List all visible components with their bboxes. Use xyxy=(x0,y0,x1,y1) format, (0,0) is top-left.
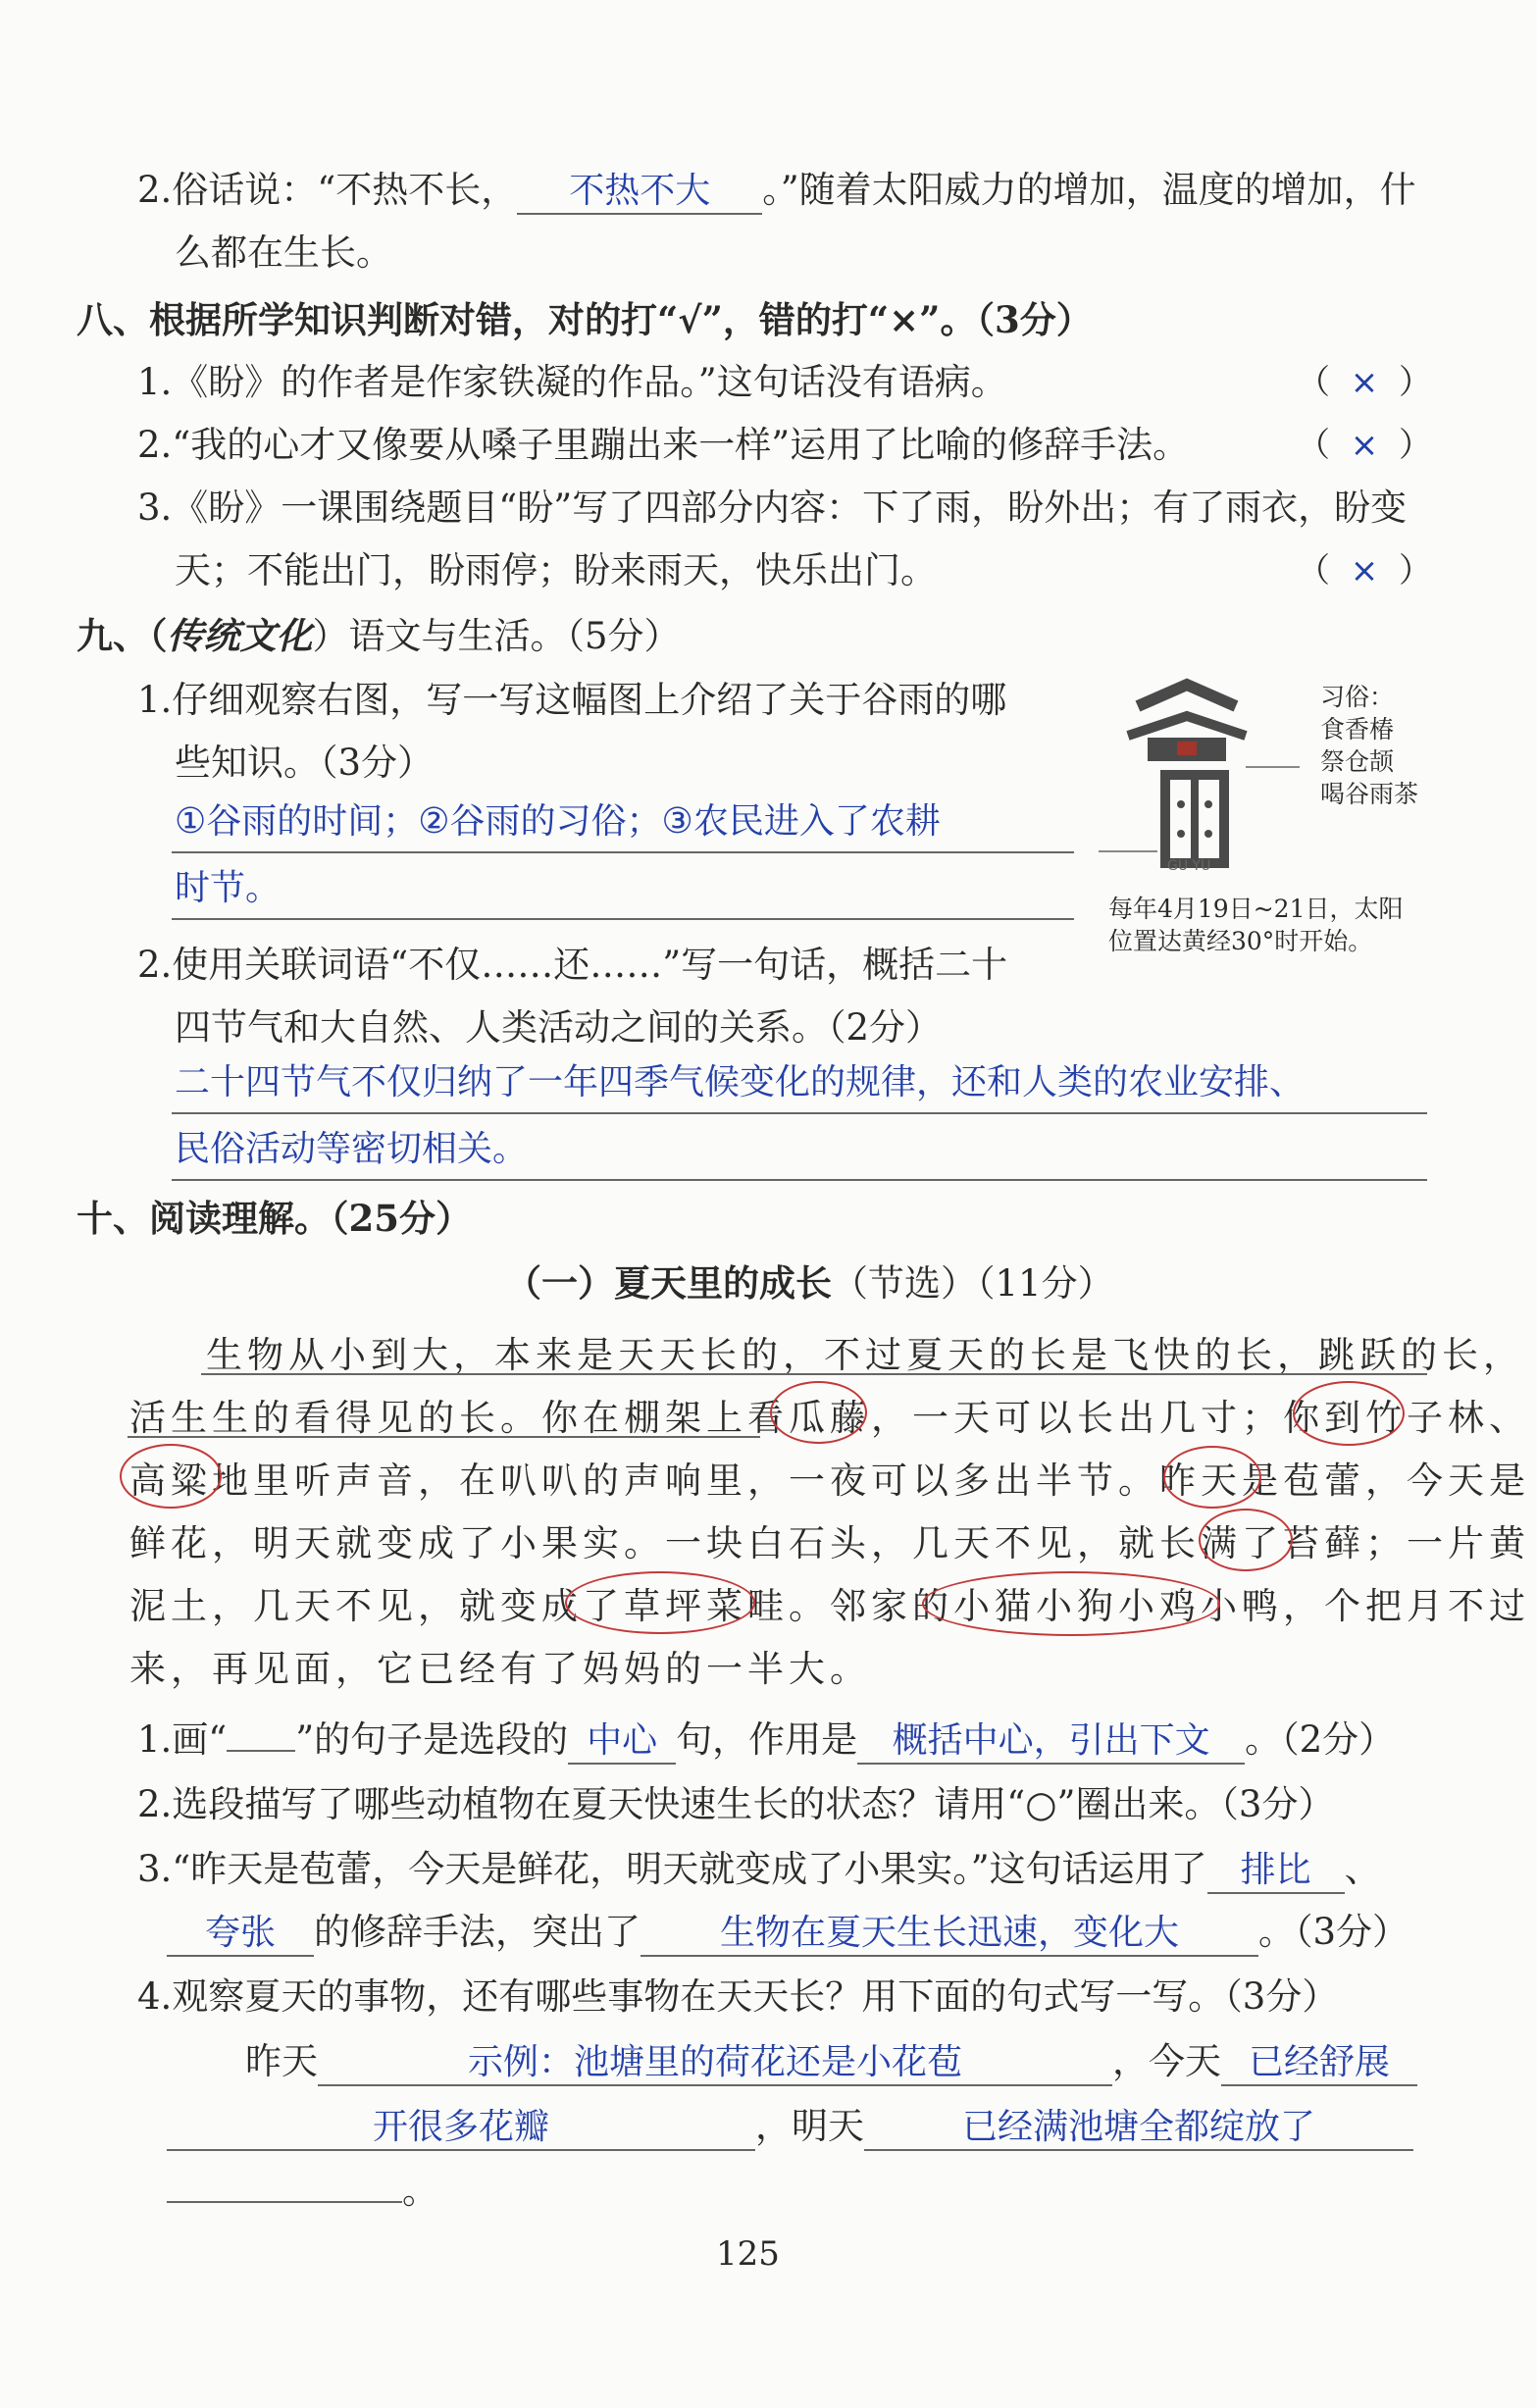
s9-q1-answer-1: ①谷雨的时间；②谷雨的习俗；③农民进入了农耕 xyxy=(175,801,941,842)
s10-q1-blank-1 xyxy=(568,1718,676,1765)
s10-q1-b: ”的句子是选段的 xyxy=(295,1718,569,1761)
underline-sample xyxy=(227,1750,295,1752)
q7-2-prefix: 2.俗话说：“不热不长， xyxy=(137,169,518,211)
paren-open: （ xyxy=(1297,551,1330,590)
s8-mark-2 xyxy=(1297,420,1432,471)
s10-q3-blank-3 xyxy=(640,1911,1258,1957)
circle-zhuzi xyxy=(1293,1381,1405,1446)
s10-q1-d: 。（2分） xyxy=(1245,1718,1396,1761)
answer-line xyxy=(172,1179,1427,1181)
s10-q4-blank-1 xyxy=(318,2040,1112,2086)
s8-item-2: 2.“我的心才又像要从嗓子里蹦出来一样”运用了比喻的修辞手法。 xyxy=(137,424,1190,466)
s8-answer-1: × xyxy=(1350,363,1379,402)
passage-line-1: 生物从小到大，本来是天天长的，不过夏天的长是飞快的长，跳跃的长， xyxy=(206,1334,1524,1376)
s9-q2-line2: 四节气和大自然、人类活动之间的关系。（2分） xyxy=(175,1006,943,1049)
s8-mark-1 xyxy=(1297,357,1432,408)
s10-q1-answer-2: 概括中心，引出下文 xyxy=(892,1720,1210,1761)
s10-q4: 4.观察夏天的事物，还有哪些事物在天天长？用下面的句式写一写。（3分） xyxy=(137,1975,1339,2018)
s10-q3-line2 xyxy=(167,1907,1409,1958)
s8-mark-3 xyxy=(1297,545,1432,596)
s10-q4-today: ，今天 xyxy=(1112,2040,1221,2082)
s9-q1-line2: 些知识。（3分） xyxy=(175,742,435,784)
s10-q4-answer-2: 已经舒展 xyxy=(1248,2042,1390,2082)
s10-q4-answer-4: 已经满池塘全都绽放了 xyxy=(961,2107,1315,2147)
s9-q2-line1: 2.使用关联词语“不仅……还……”写一句话，概括二十 xyxy=(137,944,1008,986)
s10-q1-c: 句，作用是 xyxy=(676,1718,858,1761)
s10-q4-blank-5 xyxy=(167,2201,402,2203)
passage-line-3: 高粱地里听声音，在叭叭的声响里，一夜可以多出半节。昨天是苞蕾，今天是 xyxy=(129,1460,1530,1502)
circle-animals xyxy=(922,1571,1220,1636)
s10-q3-a: 3.“昨天是苞蕾，今天是鲜花，明天就变成了小果实。”这句话运用了 xyxy=(137,1848,1207,1890)
passage-line-5: 泥土，几天不见，就变成了草坪菜畦。邻家的小猫小狗小鸡小鸭，个把月不过 xyxy=(129,1585,1530,1627)
paren-open: （ xyxy=(1297,426,1330,465)
q7-2-answer: 不热不大 xyxy=(569,171,711,211)
circle-gua-teng xyxy=(770,1381,867,1444)
s10-q4-line3 xyxy=(167,2166,438,2217)
s10-q4-blank-3 xyxy=(167,2105,755,2151)
s10-q4-line1 xyxy=(245,2036,1417,2087)
s10-q3-answer-2: 夸张 xyxy=(204,1913,276,1953)
s10-q3-line1 xyxy=(137,1844,1381,1895)
s10-subtitle-main: （一）夏天里的成长 xyxy=(505,1261,832,1305)
s8-item-3: 3.《盼》一课围绕题目“盼”写了四部分内容：下了雨，盼外出；有了雨衣，盼变 xyxy=(137,487,1408,529)
s10-q1-answer-1: 中心 xyxy=(587,1720,658,1761)
s10-q3-answer-3: 生物在夏天生长迅速，变化大 xyxy=(719,1913,1179,1953)
paren-close: ） xyxy=(1399,426,1432,465)
s8-answer-2: × xyxy=(1350,426,1379,465)
q7-2-line2: 么都在生长。 xyxy=(175,231,392,274)
s10-subtitle-note: （节选）（11分） xyxy=(832,1262,1114,1305)
custom-2: 祭仓颉 xyxy=(1320,747,1395,776)
s10-q4-blank-2 xyxy=(1221,2040,1417,2086)
center-sentence-underline xyxy=(128,1436,760,1438)
passage-line-6: 来，再见面，它已经有了妈妈的一半大。 xyxy=(129,1648,871,1690)
paren-close: ） xyxy=(1399,551,1432,590)
circle-gaoliang xyxy=(120,1444,222,1509)
s10-q3-answer-1: 排比 xyxy=(1240,1850,1311,1890)
s10-q4-tomorrow: ，明天 xyxy=(755,2105,864,2147)
s10-q1 xyxy=(137,1715,1395,1766)
s9-q2-answer-1: 二十四节气不仅归纳了一年四季气候变化的规律，还和人类的农业安排、 xyxy=(175,1062,1306,1102)
s10-q2: 2.选段描写了哪些动植物在夏天快速生长的状态？请用“○”圈出来。（3分） xyxy=(137,1783,1335,1825)
s9-heading-post: ）语文与生活。（5分） xyxy=(312,615,681,657)
paren-close: ） xyxy=(1399,363,1432,402)
circle-baolei xyxy=(1163,1446,1261,1509)
s9-q1-answer-2: 时节。 xyxy=(175,868,282,908)
circle-taixian xyxy=(1199,1509,1293,1571)
q7-2-suffix: 。”随着太阳威力的增加，温度的增加，什 xyxy=(762,169,1416,211)
page-number: 125 xyxy=(716,2234,780,2274)
s8-item-3-cont: 天；不能出门，盼雨停；盼来雨天，快乐出门。 xyxy=(175,549,937,591)
s9-heading-pre: 九、（ xyxy=(77,614,168,657)
s10-q3-blank-2 xyxy=(167,1911,314,1957)
passage-line-4: 鲜花，明天就变成了小果实。一块白石头，几天不见，就长满了苔藓；一片黄 xyxy=(129,1522,1530,1564)
s9-q1-line1: 1.仔细观察右图，写一写这幅图上介绍了关于谷雨的哪 xyxy=(137,679,1007,721)
customs-title: 习俗： xyxy=(1320,683,1395,711)
s10-subtitle xyxy=(505,1257,1114,1309)
s10-heading: 十、阅读理解。（25分） xyxy=(77,1197,472,1240)
circle-caoping xyxy=(565,1571,755,1634)
s9-heading-tag: 传统文化 xyxy=(167,614,313,657)
guyu-caption-2: 位置达黄经30°时开始。 xyxy=(1108,927,1373,955)
s10-q4-answer-1: 示例：池塘里的荷花还是小花苞 xyxy=(467,2042,962,2082)
s10-q4-yesterday: 昨天 xyxy=(245,2040,318,2082)
guyu-figure xyxy=(1089,677,1442,883)
answer-line xyxy=(172,851,1074,853)
passage-line-2: 活生生的看得见的长。你在棚架上看瓜藤，一天可以长出几寸；你到竹子林、 xyxy=(129,1397,1530,1439)
s10-q3-b: 、 xyxy=(1344,1848,1381,1890)
s10-q3-c: 的修辞手法，突出了 xyxy=(314,1911,640,1953)
s10-q4-answer-3: 开很多花瓣 xyxy=(372,2107,549,2147)
center-sentence-underline xyxy=(201,1373,1427,1375)
s10-q4-line2 xyxy=(167,2101,1413,2152)
custom-1: 食香椿 xyxy=(1320,715,1395,743)
paren-open: （ xyxy=(1297,363,1330,402)
s9-heading xyxy=(77,610,681,662)
answer-line xyxy=(172,918,1074,920)
s10-q3-blank-1 xyxy=(1207,1848,1345,1894)
answer-line xyxy=(172,1112,1427,1114)
custom-3: 喝谷雨茶 xyxy=(1320,780,1419,808)
guyu-pinyin: GU YU xyxy=(1167,858,1211,874)
s10-q4-blank-4 xyxy=(864,2105,1413,2151)
s9-q2-answer-2: 民俗活动等密切相关。 xyxy=(175,1129,529,1169)
q7-2-blank xyxy=(517,169,762,215)
s10-q1-blank-2 xyxy=(857,1718,1245,1765)
s8-heading: 八、根据所学知识判断对错，对的打“√”，错的打“×”。（3分） xyxy=(77,298,1093,341)
s8-answer-3: × xyxy=(1350,551,1379,590)
guyu-character-icon xyxy=(1089,677,1305,883)
s10-q4-end: 。 xyxy=(402,2170,438,2212)
q7-2-line1 xyxy=(137,165,1416,216)
s10-q3-d: 。（3分） xyxy=(1258,1911,1409,1953)
s10-q1-a: 1.画“ xyxy=(137,1718,228,1761)
s8-item-1: 1.《盼》的作者是作家铁凝的作品。”这句话没有语病。 xyxy=(137,361,1007,403)
guyu-caption-1: 每年4月19日~21日，太阳 xyxy=(1108,895,1404,923)
